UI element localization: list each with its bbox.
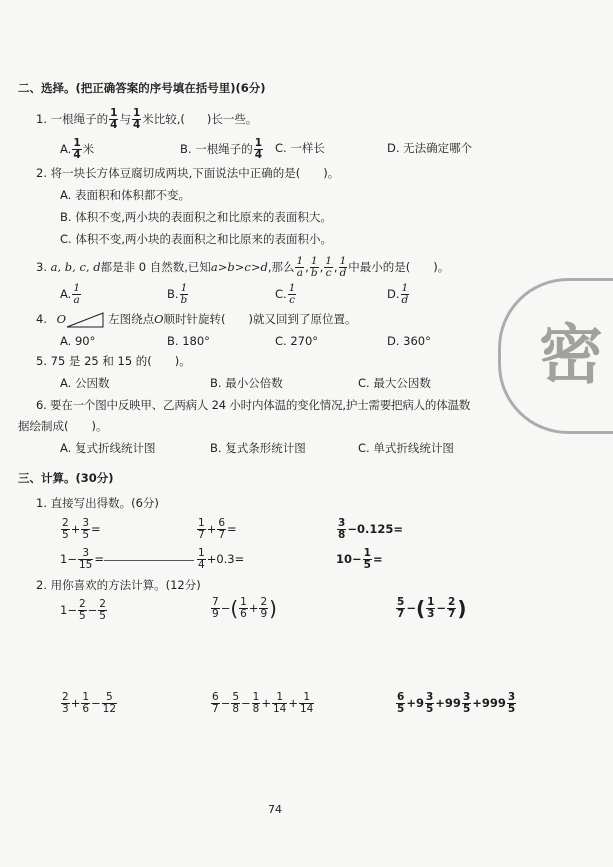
q4-option-d: D. 360° (387, 334, 431, 348)
fraction: $\frac{3}{5}$ (82, 517, 90, 542)
fraction: $\frac{1}{7}$ (198, 517, 205, 542)
fraction: $\frac{1}{d}$ (401, 282, 409, 307)
q5-option-c: C. 最大公因数 (358, 376, 431, 390)
calc-1e: $\frac{1}{4}$ +0.3= (198, 547, 245, 572)
question-6-line2: 据绘制成( )。 (18, 419, 108, 433)
fraction: $\frac{1}{4}$ (254, 137, 263, 162)
question-6-line1: 6. 要在一个图中反映甲、乙两病人 24 小时内体温的变化情况,护士需要把病人的体温数 (36, 398, 471, 412)
q1-option-b: B. 一根绳子的 $\frac{1}{4}$ (180, 137, 263, 162)
q3-option-d: D. $\frac{1}{d}$ (387, 282, 409, 307)
q3-option-c: C. $\frac{1}{c}$ (275, 282, 296, 307)
fraction: $\frac{1}{b}$ (310, 255, 318, 280)
q1-text-b: 与 (119, 112, 131, 127)
calc-1f: 10− $\frac{1}{5}$ = (336, 547, 383, 572)
fraction: $\frac{2}{9}$ (260, 596, 268, 621)
fraction: $\frac{6}{7}$ (212, 691, 219, 716)
fraction: $\frac{1}{4}$ (198, 547, 205, 572)
fraction: $\frac{3}{15}$ (78, 547, 93, 572)
q6-option-a: A. 复式折线统计图 (60, 441, 156, 455)
part-1-title: 1. 直接写出得数。(6分) (36, 496, 159, 510)
q1-option-c: C. 一样长 (275, 141, 325, 155)
q6-option-b: B. 复式条形统计图 (210, 441, 306, 455)
q3-option-a: A. $\frac{1}{a}$ (60, 282, 81, 307)
calc-1a: $\frac{2}{5}$ + $\frac{3}{5}$ = (62, 517, 101, 542)
q1-option-a: A. $\frac{1}{4}$ 米 (60, 137, 95, 162)
fraction: $\frac{1}{14}$ (300, 691, 314, 716)
q1-text-e: )长一些。 (206, 112, 258, 127)
q1-text-c: 米比较,( (142, 112, 185, 127)
fraction: $\frac{1}{a}$ (296, 255, 304, 280)
fraction: $\frac{1}{4}$ (132, 107, 141, 132)
calc-2a: 1− $\frac{2}{5}$ − $\frac{2}{5}$ (60, 598, 106, 623)
fraction: $\frac{1}{14}$ (272, 691, 287, 716)
fraction: $\frac{5}{12}$ (102, 691, 117, 716)
fraction: $\frac{1}{a}$ (73, 282, 81, 307)
triangle-figure (66, 312, 104, 328)
fraction: $\frac{1}{c}$ (288, 282, 296, 307)
fraction: $\frac{1}{d}$ (339, 255, 347, 280)
calc-1c: $\frac{3}{8}$ −0.125= (338, 517, 403, 542)
calc-1b: $\frac{1}{7}$ + $\frac{6}{7}$ = (198, 517, 237, 542)
q4-option-c: C. 270° (275, 334, 319, 348)
fraction: $\frac{1}{8}$ (252, 691, 260, 716)
fraction: $\frac{3}{5}$ (425, 691, 434, 716)
fraction: $\frac{3}{5}$ (462, 691, 471, 716)
fraction: $\frac{1}{3}$ (427, 596, 435, 621)
q4-option-a: A. 90° (60, 334, 96, 348)
fraction: $\frac{6}{7}$ (218, 517, 226, 542)
q2-option-b: B. 体积不变,两小块的表面积之和比原来的表面积大。 (60, 210, 332, 224)
fraction: $\frac{5}{7}$ (397, 596, 405, 621)
calc-2e: $\frac{6}{7}$ − $\frac{5}{8}$ − $\frac{1}{8}$ + $\frac{1}{14}$ + $\frac{1}{14}$ (212, 691, 314, 716)
q1-text-a: 1. 一根绳子的 (36, 112, 109, 127)
fraction: $\frac{3}{5}$ (507, 691, 516, 716)
q5-option-a: A. 公因数 (60, 376, 110, 390)
q1-option-d: D. 无法确定哪个 (387, 141, 473, 155)
q2-option-a: A. 表面积和体积都不变。 (60, 188, 190, 202)
fraction: $\frac{1}{6}$ (240, 596, 247, 621)
fraction: $\frac{1}{4}$ (73, 137, 81, 162)
fraction: $\frac{1}{6}$ (82, 691, 90, 716)
fraction: $\frac{1}{b}$ (180, 282, 188, 307)
q4-option-b: B. 180° (167, 334, 210, 348)
q2-option-c: C. 体积不变,两小块的表面积之和比原来的表面积小。 (60, 232, 332, 246)
answer-line[interactable] (104, 559, 194, 561)
fraction: $\frac{1}{4}$ (110, 107, 118, 132)
page-number: 74 (268, 803, 282, 816)
q3-option-b: B. $\frac{1}{b}$ (167, 282, 188, 307)
fraction: $\frac{2}{5}$ (99, 598, 106, 623)
part-2-title: 2. 用你喜欢的方法计算。(12分) (36, 578, 201, 592)
section-title-choice: 二、选择。(把正确答案的序号填在括号里)(6分) (18, 81, 266, 95)
fraction: $\frac{2}{7}$ (448, 596, 456, 621)
seal-stamp: 密 (498, 278, 613, 434)
q6-option-c: C. 单式折线统计图 (358, 441, 454, 455)
question-1 (36, 108, 257, 131)
question-4: 4. O 左图绕点O顺时针旋转( )就又回到了原位置。 (36, 312, 357, 327)
question-3: 3. a, b, c, d都是非 0 自然数,已知a>b>c>d,那么 $\frac{1}{a}$ , $\frac{1}{b}$ , $\frac{1}{c}$ , $\frac{1}{d}$ 中最小的是( )。 (36, 255, 450, 280)
calc-1d: 1− $\frac{3}{15}$ = (60, 548, 194, 571)
fraction: $\frac{7}{9}$ (212, 596, 219, 621)
point-o-label: O (56, 312, 67, 327)
calc-2f: $\frac{6}{5}$ +9 $\frac{3}{5}$ +99 $\frac{3}{5}$ +999 $\frac{3}{5}$ (397, 691, 516, 716)
calc-2c: $\frac{5}{7}$ −( $\frac{1}{3}$ − $\frac{2}{7}$ ) (397, 596, 467, 621)
question-5: 5. 75 是 25 和 15 的( )。 (36, 354, 191, 368)
question-2: 2. 将一块长方体豆腐切成两块,下面说法中正确的是( )。 (36, 166, 340, 180)
fraction: $\frac{3}{8}$ (338, 517, 346, 542)
calc-2d: $\frac{2}{3}$ + $\frac{1}{6}$ − $\frac{5}{12}$ (62, 691, 117, 716)
fraction: $\frac{1}{c}$ (325, 255, 332, 280)
fraction: $\frac{5}{8}$ (232, 691, 240, 716)
calc-2b: $\frac{7}{9}$ −( $\frac{1}{6}$ + $\frac{2}{9}$ ) (212, 596, 277, 621)
section-title-calc: 三、计算。(30分) (18, 471, 114, 485)
fraction: $\frac{2}{3}$ (62, 691, 69, 716)
fraction: $\frac{2}{5}$ (78, 598, 86, 623)
fraction: $\frac{6}{5}$ (397, 691, 405, 716)
q5-option-b: B. 最小公倍数 (210, 376, 283, 390)
fraction: $\frac{2}{5}$ (62, 517, 69, 542)
fraction: $\frac{1}{5}$ (363, 547, 371, 572)
